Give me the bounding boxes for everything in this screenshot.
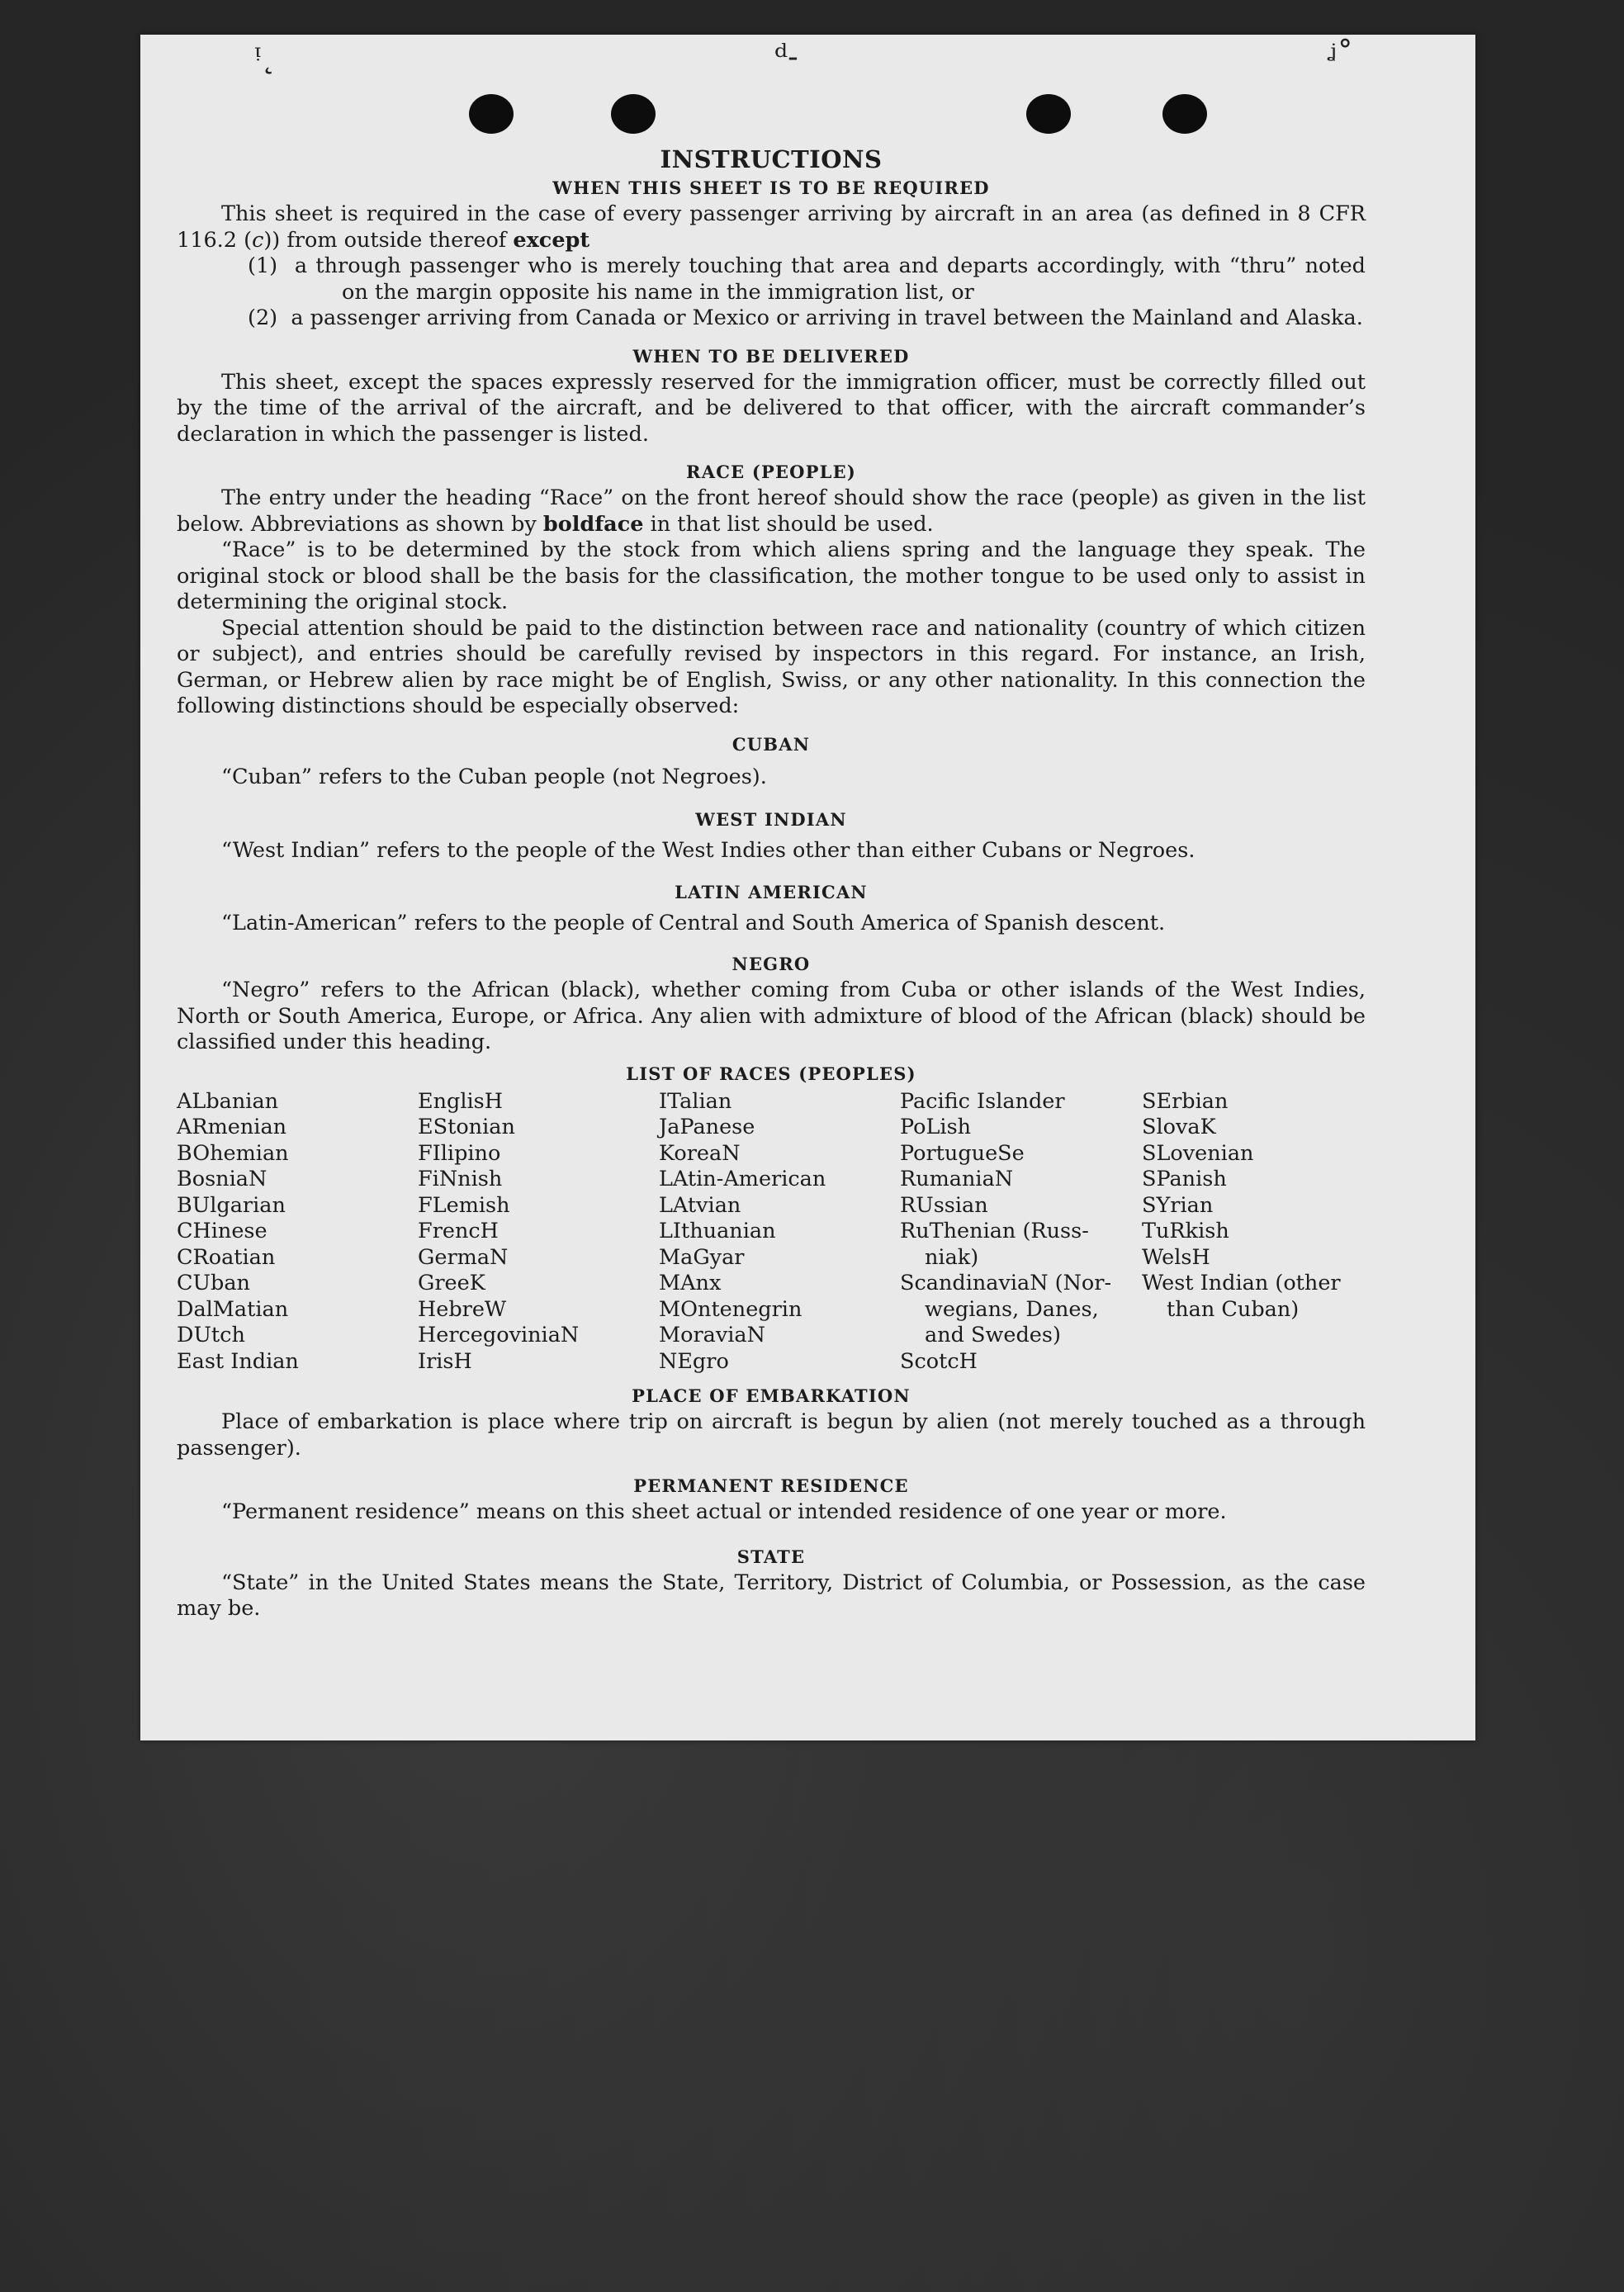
heading-negro: NEGRO (732, 954, 811, 974)
heading-races-list: LIST OF RACES (PEOPLES) (626, 1063, 916, 1084)
race-item: SYrian (1142, 1192, 1214, 1218)
race-item: East Indian (177, 1348, 299, 1374)
race-item: LIthuanian (659, 1219, 776, 1243)
race-item: SLovenian (1142, 1140, 1254, 1166)
race-item: FIlipino (418, 1140, 501, 1166)
race-item: MaGyar (659, 1244, 745, 1270)
race-item: HercegoviniaN (418, 1323, 580, 1347)
heading-embarkation: PLACE OF EMBARKATION (632, 1385, 911, 1406)
residence-text: “Permanent residence” means on this sheet actual or intended residence of one year or more. (221, 1499, 1227, 1524)
punch-hole (1162, 94, 1207, 134)
embarkation-text: Place of embarkation is place where trip on aircraft is begun by alien (not merely touched as a through passenger). (177, 1409, 1366, 1461)
heading-west-indian: WEST INDIAN (695, 809, 847, 830)
latin-american-text: “Latin-American” refers to the people of Central and South America of Spanish descent. (221, 910, 1166, 935)
race-item: GermaN (418, 1244, 509, 1270)
race-item: DUtch (177, 1323, 245, 1347)
race-item: ScotcH (900, 1348, 978, 1374)
race-item: SlovaK (1142, 1115, 1216, 1139)
race-item: DalMatian (177, 1296, 289, 1322)
race-item: FrencH (418, 1219, 499, 1243)
races-list (177, 1089, 1366, 1376)
heading-cuban: CUBAN (732, 733, 811, 755)
race-item: GreeK (418, 1271, 485, 1295)
heading-race: RACE (PEOPLE) (686, 462, 856, 482)
race-item: MOntenegrin (659, 1296, 803, 1322)
race-item-continuation: than Cuban) (1167, 1296, 1300, 1322)
race-item: West Indian (other (1142, 1271, 1341, 1295)
race-item: FLemish (418, 1192, 510, 1218)
race-item: RumaniaN (900, 1167, 1014, 1191)
heading-required: WHEN THIS SHEET IS TO BE REQUIRED (552, 178, 990, 198)
race-item: PoLish (900, 1115, 972, 1139)
race-paragraph-2: “Race” is to be determined by the stock from which aliens spring and the language they speak. The original stock or blood shall be the basis for the classification, the mother tongue to be used only to assist in determining the original stock. (177, 537, 1366, 614)
negro-text: “Negro” refers to the African (black), whether coming from Cuba or other islands of the West Indies, North or South America, Europe, or Africa. Any alien with admixture of blood of the African (black) should be classified under this heading. (177, 978, 1366, 1054)
races-column-4 (900, 1089, 1142, 1376)
race-item: SPanish (1142, 1167, 1227, 1191)
race-item-continuation: wegians, Danes, (925, 1296, 1099, 1322)
race-item: WelsH (1142, 1244, 1210, 1270)
race-item: HebreW (418, 1296, 507, 1322)
race-item: JaPanese (659, 1115, 755, 1139)
required-intro: This sheet is required in the case of every passenger arriving by aircraft in an area (as defined in 8 CFR 116.2 (c)) from outside thereof except (177, 201, 1366, 253)
race-item: LAtin-American (659, 1167, 826, 1191)
heading-delivered: WHEN TO BE DELIVERED (632, 345, 910, 367)
race-item: NEgro (659, 1348, 729, 1374)
page-title: INSTRUCTIONS (660, 145, 883, 173)
race-item: EnglisH (418, 1088, 503, 1114)
races-column-2 (418, 1089, 659, 1376)
race-item: BUlgarian (177, 1192, 286, 1218)
race-item: EStonian (418, 1115, 515, 1139)
race-item: KoreaN (659, 1140, 741, 1166)
punch-hole (611, 94, 656, 134)
west-indian-text: “West Indian” refers to the people of the West Indies other than either Cubans or Negroes. (221, 838, 1196, 863)
race-item: PortugueSe (900, 1140, 1025, 1166)
state-text: “State” in the United States means the State, Territory, District of Columbia, or Possession, as the case may be. (177, 1570, 1366, 1621)
heading-state: STATE (736, 1546, 806, 1567)
race-item: TuRkish (1142, 1219, 1229, 1243)
race-paragraph-3: Special attention should be paid to the distinction between race and nationality (country of which citizen or subject), and entries should be carefully revised by inspectors in this regard. For instance, an Irish, German, or Hebrew alien by race might be of English, Swiss, or any other nationality. In this connection the following distinctions should be especially observed: (177, 615, 1366, 718)
race-item: CHinese (177, 1219, 268, 1243)
pen-mark: ᵎ˛ (254, 38, 277, 76)
race-item-continuation: and Swedes) (925, 1323, 1061, 1347)
race-item: RuThenian (Russ- (900, 1219, 1089, 1243)
cuban-text: “Cuban” refers to the Cuban people (not Negroes). (221, 764, 767, 789)
race-item: BosniaN (177, 1167, 268, 1191)
race-item: ARmenian (177, 1115, 287, 1139)
race-item: FiNnish (418, 1167, 503, 1191)
race-item: BOhemian (177, 1140, 289, 1166)
race-item: Pacific Islander (900, 1088, 1065, 1114)
race-item: CRoatian (177, 1244, 276, 1270)
pen-mark: ᶨ˚ (1329, 38, 1354, 76)
instruction-sheet (140, 35, 1475, 1740)
required-item-1: (1) a through passenger who is merely touching that area and departs accordingly, with “thru” noted on the margin opposite his name in the immigration list, or (248, 253, 1366, 305)
heading-latin-american: LATIN AMERICAN (675, 881, 868, 902)
race-item: RUssian (900, 1192, 988, 1218)
sheet-content (177, 144, 1366, 1622)
race-item: ScandinaviaN (Nor- (900, 1271, 1112, 1295)
heading-residence: PERMANENT RESIDENCE (633, 1475, 909, 1496)
race-item: MAnx (659, 1271, 722, 1295)
races-column-5 (1142, 1089, 1366, 1376)
race-item: IrisH (418, 1348, 472, 1374)
race-item: LAtvian (659, 1192, 741, 1218)
race-paragraph-1: The entry under the heading “Race” on the front hereof should show the race (people) as given in the list below. Abbreviations as shown by boldface in that list should be used. (177, 485, 1366, 537)
punch-hole (469, 94, 514, 134)
race-item: ALbanian (177, 1088, 279, 1114)
race-item: ITalian (659, 1088, 732, 1114)
race-item-continuation: niak) (925, 1244, 979, 1270)
race-item: MoraviaN (659, 1323, 765, 1347)
required-item-2: (2) a passenger arriving from Canada or Mexico or arriving in travel between the Mainland and Alaska. (248, 305, 1363, 330)
races-column-1 (177, 1089, 418, 1376)
race-item: SErbian (1142, 1088, 1229, 1114)
pen-mark: ᵈ˗ (774, 38, 799, 76)
delivered-text: This sheet, except the spaces expressly reserved for the immigration officer, must be correctly filled out by the time of the arrival of the aircraft, and be delivered to that officer, with the aircraft commander’s declaration in which the passenger is listed. (177, 369, 1366, 447)
races-column-3 (659, 1089, 900, 1376)
punch-hole (1026, 94, 1071, 134)
race-item: CUban (177, 1271, 250, 1295)
